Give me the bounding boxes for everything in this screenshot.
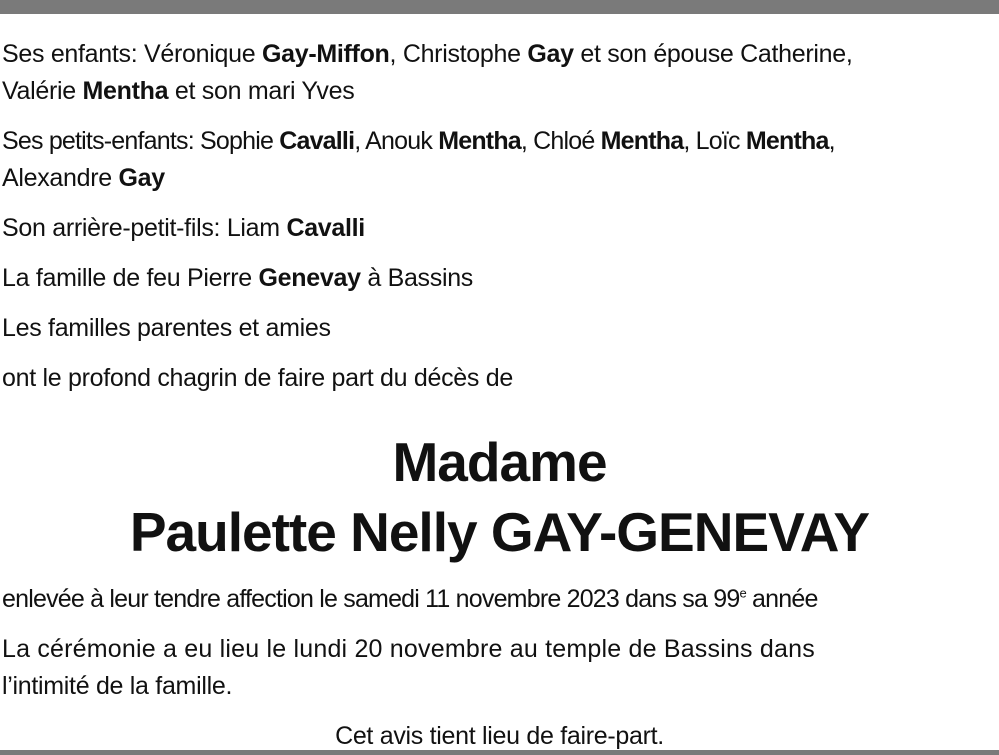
great-grandson-line <box>2 210 997 247</box>
child-first-name: Valérie <box>2 77 83 105</box>
great-grandson-last-name: Cavalli <box>286 214 365 242</box>
deceased-title: Madame <box>392 431 607 493</box>
children-prefix: Ses enfants: <box>2 40 145 68</box>
ceremony-line-2: l’intimité de la famille. <box>2 672 233 700</box>
child-last-name: Mentha <box>82 77 169 105</box>
grandchild-last-name: Gay <box>118 164 165 192</box>
deceased-name-block <box>2 427 997 567</box>
grandchild-first-name: , Chloé <box>520 127 601 155</box>
ordinal-superscript: e <box>739 585 746 601</box>
children-line-1 <box>2 36 997 73</box>
grandchild-last-name: Cavalli <box>279 127 355 155</box>
separator: , <box>389 40 403 68</box>
ceremony-line-1: La cérémonie a eu lieu le lundi 20 novembre au temple de Bassins dans <box>2 635 815 663</box>
grandchildren-paragraph <box>2 123 997 197</box>
top-rule <box>0 0 999 14</box>
grandchild-first-name: Alexandre <box>2 164 119 192</box>
grandchild-last-name: Mentha <box>438 127 521 155</box>
child-first-name: Christophe <box>402 40 528 68</box>
family-last-name: Genevay <box>258 264 361 292</box>
death-line-end: année <box>745 585 818 613</box>
family-line-before: La famille de feu Pierre <box>2 264 259 292</box>
closing-line: Cet avis tient lieu de faire-part. <box>335 722 664 750</box>
grandchild-first-name: , Loïc <box>683 127 746 155</box>
family-line-after: à Bassins <box>360 264 474 292</box>
death-line-text: enlevée à leur tendre affection le samedi 11 novembre 2023 dans sa 99 <box>2 585 740 613</box>
announcement-line: ont le profond chagrin de faire part du décès de <box>2 364 513 392</box>
grandchild-last-name: Mentha <box>745 127 829 155</box>
death-line <box>2 581 997 618</box>
grandchildren-line-2 <box>2 160 997 197</box>
grandchild-last-name: Mentha <box>600 127 684 155</box>
children-paragraph <box>2 36 997 110</box>
child-first-name: Véronique <box>144 40 262 68</box>
child-spouse: et son épouse Catherine, <box>573 40 853 68</box>
great-grandson-prefix: Son arrière-petit-fils: Liam <box>2 214 287 242</box>
grandchild-first-name: Sophie <box>200 127 280 155</box>
grandchildren-line-1 <box>2 123 997 160</box>
child-spouse: et son mari Yves <box>168 77 355 105</box>
family-line <box>2 260 997 297</box>
children-line-2 <box>2 73 997 110</box>
obituary-notice <box>2 36 997 755</box>
ceremony-paragraph <box>2 631 997 705</box>
child-last-name: Gay-Miffon <box>261 40 390 68</box>
grandchildren-prefix: Ses petits-enfants: <box>2 127 201 155</box>
deceased-full-name: Paulette Nelly GAY-GENEVAY <box>129 501 870 563</box>
child-last-name: Gay <box>527 40 574 68</box>
relatives-line: Les familles parentes et amies <box>2 314 331 342</box>
separator: , <box>828 127 835 155</box>
grandchild-first-name: , Anouk <box>354 127 439 155</box>
bottom-rule <box>0 750 999 755</box>
